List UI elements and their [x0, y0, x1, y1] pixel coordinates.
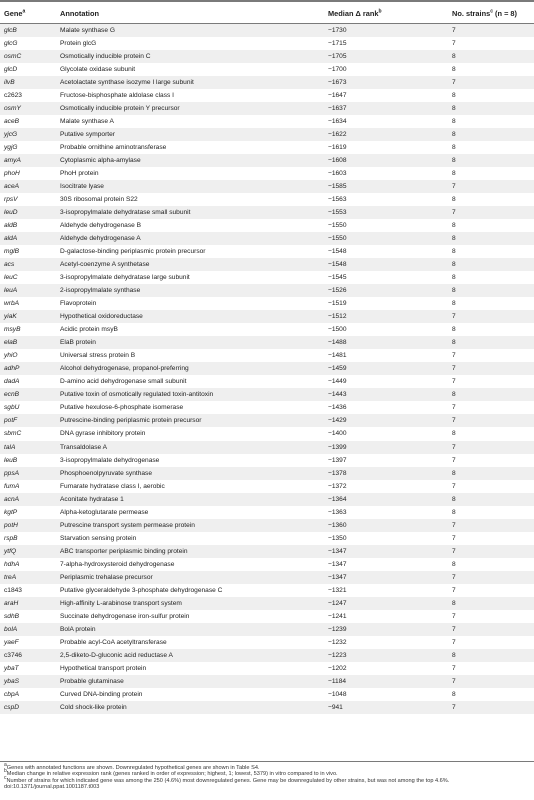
gene-cell: potH — [4, 521, 18, 529]
annotation-cell: Protein glcG — [60, 40, 97, 48]
annotation-cell: 3-isopropylmalate dehydratase small subunit — [60, 209, 191, 217]
annotation-cell: 3-isopropylmalate dehydrogenase — [60, 456, 160, 464]
num-strains-cell: 8 — [452, 105, 456, 113]
num-strains-cell: 7 — [452, 482, 456, 490]
table-row — [0, 610, 534, 623]
table-row — [0, 141, 534, 154]
annotation-cell: Phosphoenolpyruvate synthase — [60, 469, 153, 477]
annotation-cell: 30S ribosomal protein S22 — [60, 196, 138, 204]
num-strains-cell: 8 — [452, 560, 456, 568]
median-rank-cell: −1634 — [328, 118, 347, 126]
annotation-cell: ABC transporter periplasmic binding protein — [60, 547, 188, 555]
table-row — [0, 206, 534, 219]
gene-cell: sgbU — [4, 404, 20, 412]
median-rank-cell: −1603 — [328, 170, 347, 178]
annotation-cell: Malate synthase A — [60, 118, 114, 126]
median-rank-cell: −1364 — [328, 495, 347, 503]
table-row — [0, 167, 534, 180]
table-body — [0, 24, 534, 714]
table-row — [0, 89, 534, 102]
median-rank-cell: −1715 — [328, 40, 347, 48]
table-row — [0, 63, 534, 76]
annotation-cell: Isocitrate lyase — [60, 183, 104, 191]
gene-cell: cbpA — [4, 690, 20, 698]
median-rank-cell: −1608 — [328, 157, 347, 165]
annotation-cell: Putative symporter — [60, 131, 115, 139]
num-strains-cell: 7 — [452, 664, 456, 672]
median-rank-cell: −1637 — [328, 105, 347, 113]
annotation-cell: Periplasmic trehalase precursor — [60, 573, 153, 581]
num-strains-cell: 8 — [452, 118, 456, 126]
header-gene: Gene$^a$ — [4, 8, 26, 18]
num-strains-cell: 7 — [452, 586, 456, 594]
gene-cell: treA — [4, 573, 17, 581]
annotation-cell: Aconitate hydratase 1 — [60, 495, 124, 503]
table-row — [0, 388, 534, 401]
num-strains-cell: 8 — [452, 196, 456, 204]
table-footnotes — [4, 762, 530, 791]
table-row — [0, 297, 534, 310]
table-row — [0, 258, 534, 271]
num-strains-cell: 7 — [452, 703, 456, 711]
table-row — [0, 37, 534, 50]
annotation-cell: Transaldolase A — [60, 443, 108, 451]
num-strains-cell: 7 — [452, 521, 456, 529]
median-rank-cell: −1241 — [328, 612, 347, 620]
annotation-cell: 7-alpha-hydroxysteroid dehydrogenase — [60, 560, 175, 568]
gene-cell: glcD — [4, 66, 18, 74]
annotation-cell: Curved DNA-binding protein — [60, 690, 143, 698]
gene-cell: c1843 — [4, 586, 22, 594]
table-row — [0, 310, 534, 323]
gene-cell: c2623 — [4, 92, 22, 100]
median-rank-cell: −1488 — [328, 339, 347, 347]
num-strains-cell: 7 — [452, 638, 456, 646]
num-strains-cell: 8 — [452, 326, 456, 334]
gene-cell: bolA — [4, 625, 18, 633]
table-row — [0, 636, 534, 649]
median-rank-cell: −1321 — [328, 586, 347, 594]
gene-cell: cspD — [4, 703, 20, 711]
median-rank-cell: −1449 — [328, 378, 347, 386]
table-row — [0, 401, 534, 414]
annotation-cell: 2,5-diketo-D-gluconic acid reductase A — [60, 651, 173, 659]
gene-cell: acnA — [4, 495, 20, 503]
annotation-cell: BolA protein — [60, 625, 96, 633]
median-rank-cell: −1350 — [328, 534, 347, 542]
table-row — [0, 467, 534, 480]
table-row — [0, 414, 534, 427]
annotation-cell: Malate synthase G — [60, 27, 115, 34]
table-row — [0, 427, 534, 440]
num-strains-cell: 7 — [452, 404, 456, 412]
gene-cell: ygjG — [4, 144, 18, 152]
table-row — [0, 362, 534, 375]
table-row — [0, 102, 534, 115]
median-rank-cell: −1647 — [328, 92, 347, 100]
median-rank-cell: −1347 — [328, 560, 347, 568]
median-rank-cell: −1563 — [328, 196, 347, 204]
median-rank-cell: −1443 — [328, 391, 347, 399]
median-rank-cell: −1363 — [328, 508, 347, 516]
annotation-cell: D-amino acid dehydrogenase small subunit — [60, 378, 187, 386]
median-rank-cell: −1550 — [328, 222, 347, 230]
gene-cell: leuD — [4, 209, 18, 217]
doi-line: doi:10.1371/journal.ppat.1001187.t003 — [4, 784, 100, 791]
num-strains-cell: 7 — [452, 378, 456, 386]
annotation-cell: Putative glyceraldehyde 3-phosphate dehydrogenase C — [60, 586, 223, 594]
table-row — [0, 180, 534, 193]
table-row — [0, 506, 534, 519]
gene-cell: yhiO — [4, 352, 18, 360]
table-row — [0, 284, 534, 297]
num-strains-cell: 7 — [452, 313, 456, 321]
annotation-cell: ElaB protein — [60, 339, 96, 347]
num-strains-cell: 8 — [452, 157, 456, 165]
median-rank-cell: −1512 — [328, 313, 347, 321]
gene-cell: phoH — [4, 170, 20, 178]
num-strains-cell: 8 — [452, 339, 456, 347]
num-strains-cell: 8 — [452, 690, 456, 698]
gene-cell: acs — [4, 261, 15, 269]
table-row — [0, 50, 534, 63]
table-row — [0, 558, 534, 571]
annotation-cell: Hypothetical oxidoreductase — [60, 313, 143, 321]
median-rank-cell: −1550 — [328, 235, 347, 243]
gene-cell: ybaT — [4, 664, 19, 672]
num-strains-cell: 7 — [452, 79, 456, 87]
median-rank-cell: −1548 — [328, 261, 347, 269]
median-rank-cell: −1519 — [328, 300, 347, 308]
median-rank-cell: −1526 — [328, 287, 347, 295]
gene-cell: glcG — [4, 40, 18, 48]
annotation-cell: Putrescine-binding periplasmic protein precursor — [60, 417, 202, 425]
median-rank-cell: −1202 — [328, 664, 347, 672]
annotation-cell: Starvation sensing protein — [60, 534, 137, 542]
gene-cell: amyA — [4, 157, 21, 165]
median-rank-cell: −1705 — [328, 53, 347, 61]
num-strains-cell: 8 — [452, 430, 456, 438]
annotation-cell: PhoH protein — [60, 170, 99, 178]
median-rank-cell: −1378 — [328, 469, 347, 477]
table-row — [0, 232, 534, 245]
gene-cell: ilvB — [4, 79, 15, 87]
gene-cell: aceB — [4, 118, 20, 126]
table-row — [0, 76, 534, 89]
table-row — [0, 701, 534, 714]
table-row — [0, 688, 534, 701]
table-row — [0, 336, 534, 349]
table-row — [0, 219, 534, 232]
num-strains-cell: 8 — [452, 53, 456, 61]
annotation-cell: Probable acyl-CoA acetyltransferase — [60, 638, 167, 646]
num-strains-cell: 7 — [452, 677, 456, 685]
table-row — [0, 323, 534, 336]
annotation-cell: Putative toxin of osmotically regulated toxin-antitoxin — [60, 391, 214, 399]
median-rank-cell: −1673 — [328, 79, 347, 87]
num-strains-cell: 7 — [452, 27, 456, 34]
median-rank-cell: −1500 — [328, 326, 347, 334]
annotation-cell: Cold shock-like protein — [60, 703, 127, 711]
gene-cell: ytfQ — [4, 547, 17, 555]
num-strains-cell: 8 — [452, 469, 456, 477]
annotation-cell: Acetolactate synthase isozyme I large subunit — [60, 79, 194, 87]
median-rank-cell: −1239 — [328, 625, 347, 633]
gene-cell: araH — [4, 599, 19, 607]
annotation-cell: Universal stress protein B — [60, 352, 136, 360]
median-rank-cell: −1622 — [328, 131, 347, 139]
num-strains-cell: 7 — [452, 443, 456, 451]
table-row — [0, 649, 534, 662]
gene-cell: sbmC — [4, 430, 22, 438]
header-median-rank: Median Δ rank$^b$ — [328, 8, 382, 18]
annotation-cell: Cytoplasmic alpha-amylase — [60, 157, 141, 165]
num-strains-cell: 7 — [452, 365, 456, 373]
table-row — [0, 480, 534, 493]
num-strains-cell: 8 — [452, 300, 456, 308]
median-rank-cell: −1545 — [328, 274, 347, 282]
gene-cell: fumA — [4, 482, 20, 490]
gene-cell: hdhA — [4, 560, 20, 568]
gene-cell: aldA — [4, 235, 18, 243]
gene-cell: leuB — [4, 456, 18, 464]
annotation-cell: Acidic protein msyB — [60, 326, 118, 334]
num-strains-cell: 7 — [452, 417, 456, 425]
median-rank-cell: −1247 — [328, 599, 347, 607]
num-strains-cell: 8 — [452, 92, 456, 100]
gene-cell: elaB — [4, 339, 18, 347]
bottom-rule — [0, 761, 534, 762]
gene-cell: rspB — [4, 534, 18, 542]
annotation-cell: 3-isopropylmalate dehydratase large subunit — [60, 274, 190, 282]
num-strains-cell: 8 — [452, 274, 456, 282]
num-strains-cell: 8 — [452, 222, 456, 230]
median-rank-cell: −1619 — [328, 144, 347, 152]
table-header — [0, 2, 534, 23]
median-rank-cell: −1481 — [328, 352, 347, 360]
annotation-cell: Osmotically inducible protein C — [60, 53, 151, 61]
annotation-cell: D-galactose-binding periplasmic protein precursor — [60, 248, 206, 256]
gene-cell: yjcG — [4, 131, 18, 139]
median-rank-cell: −1553 — [328, 209, 347, 217]
gene-cell: wrbA — [4, 300, 20, 308]
median-rank-cell: −1347 — [328, 573, 347, 581]
num-strains-cell: 8 — [452, 651, 456, 659]
table-row — [0, 375, 534, 388]
num-strains-cell: 7 — [452, 612, 456, 620]
num-strains-cell: 8 — [452, 391, 456, 399]
annotation-cell: Glycolate oxidase subunit — [60, 66, 136, 74]
gene-cell: ybaS — [4, 677, 20, 685]
num-strains-cell: 8 — [452, 261, 456, 269]
gene-cell: c3746 — [4, 651, 22, 659]
gene-cell: aceA — [4, 183, 20, 191]
num-strains-cell: 8 — [452, 131, 456, 139]
median-rank-cell: −1223 — [328, 651, 347, 659]
num-strains-cell: 8 — [452, 144, 456, 152]
table-row — [0, 154, 534, 167]
gene-cell: potF — [4, 417, 18, 425]
gene-cell: glcB — [4, 27, 17, 34]
table-row — [0, 623, 534, 636]
table-row — [0, 597, 534, 610]
gene-cell: sdhB — [4, 612, 20, 620]
table-row — [0, 193, 534, 206]
header-annotation: Annotation — [60, 9, 99, 18]
median-rank-cell: −1585 — [328, 183, 347, 191]
annotation-cell: Acetyl-coenzyme A synthetase — [60, 261, 150, 269]
table-row — [0, 271, 534, 284]
gene-cell: ppsA — [4, 469, 20, 477]
num-strains-cell: 7 — [452, 183, 456, 191]
table-row — [0, 115, 534, 128]
median-rank-cell: −1048 — [328, 690, 347, 698]
num-strains-cell: 7 — [452, 456, 456, 464]
table-row — [0, 571, 534, 584]
gene-cell: msyB — [4, 326, 21, 334]
num-strains-cell: 7 — [452, 40, 456, 48]
median-rank-cell: −1429 — [328, 417, 347, 425]
num-strains-cell: 7 — [452, 625, 456, 633]
annotation-cell: Fructose-bisphosphate aldolase class I — [60, 92, 174, 100]
gene-cell: yiaK — [4, 313, 17, 321]
gene-cell: kgtP — [4, 508, 18, 516]
annotation-cell: Aldehyde dehydrogenase B — [60, 222, 142, 230]
annotation-cell: 2-isopropylmalate synthase — [60, 287, 141, 295]
table-row — [0, 128, 534, 141]
footnote-c: $^c$Number of strains for which indicated gene was among the 250 (4.6%) most downregulated genes. Gene may be downregulated by other strains, but was not among the top 4.6%. — [4, 774, 450, 784]
annotation-cell: Probable glutaminase — [60, 677, 124, 685]
gene-cell: dadA — [4, 378, 20, 386]
gene-cell: leuC — [4, 274, 18, 282]
median-rank-cell: −1399 — [328, 443, 347, 451]
table-row — [0, 454, 534, 467]
table-row — [0, 493, 534, 506]
num-strains-cell: 8 — [452, 495, 456, 503]
table-row — [0, 545, 534, 558]
table-row — [0, 24, 534, 37]
num-strains-cell: 8 — [452, 66, 456, 74]
gene-cell: osmY — [4, 105, 21, 113]
num-strains-cell: 8 — [452, 287, 456, 295]
annotation-cell: Flavoprotein — [60, 300, 97, 308]
table-row — [0, 584, 534, 597]
num-strains-cell: 7 — [452, 573, 456, 581]
median-rank-cell: −1347 — [328, 547, 347, 555]
median-rank-cell: −1397 — [328, 456, 347, 464]
num-strains-cell: 7 — [452, 534, 456, 542]
gene-cell: ecnB — [4, 391, 20, 399]
table-row — [0, 441, 534, 454]
gene-cell: rpsV — [4, 196, 18, 204]
annotation-cell: Alcohol dehydrogenase, propanol-preferring — [60, 365, 189, 373]
gene-cell: leuA — [4, 287, 18, 295]
median-rank-cell: −1700 — [328, 66, 347, 74]
median-rank-cell: −1232 — [328, 638, 347, 646]
num-strains-cell: 7 — [452, 352, 456, 360]
median-rank-cell: −1400 — [328, 430, 347, 438]
annotation-cell: Alpha-ketoglutarate permease — [60, 508, 149, 516]
annotation-cell: Probable ornithine aminotransferase — [60, 144, 167, 152]
footnote-a: $^a$Genes with annotated functions are shown. Downregulated hypothetical genes are shown in Table S4. — [4, 762, 260, 771]
gene-cell: talA — [4, 443, 16, 451]
median-rank-cell: −1730 — [328, 27, 347, 34]
annotation-cell: Putrescine transport system permease protein — [60, 521, 195, 529]
annotation-cell: High-affinity L-arabinose transport system — [60, 599, 182, 607]
num-strains-cell: 7 — [452, 547, 456, 555]
median-rank-cell: −1459 — [328, 365, 347, 373]
num-strains-cell: 8 — [452, 170, 456, 178]
table-row — [0, 519, 534, 532]
gene-cell: mglB — [4, 248, 20, 256]
gene-cell: osmC — [4, 53, 22, 61]
annotation-cell: Hypothetical transport protein — [60, 664, 147, 672]
annotation-cell: Osmotically inducible protein Y precursor — [60, 105, 180, 113]
num-strains-cell: 8 — [452, 235, 456, 243]
table-row — [0, 245, 534, 258]
median-rank-cell: −941 — [328, 703, 343, 711]
table-row — [0, 532, 534, 545]
gene-cell: adhP — [4, 365, 20, 373]
median-rank-cell: −1184 — [328, 677, 347, 685]
median-rank-cell: −1360 — [328, 521, 347, 529]
annotation-cell: DNA gyrase inhibitory protein — [60, 430, 146, 438]
num-strains-cell: 8 — [452, 599, 456, 607]
median-rank-cell: −1548 — [328, 248, 347, 256]
annotation-cell: Fumarate hydratase class I, aerobic — [60, 482, 165, 490]
footnote-b: $^b$Median change in relative expression rank (genes ranked in order of expression; highest, 1; lowest, 5379) in vitro compared to in vivo. — [4, 768, 338, 778]
median-rank-cell: −1372 — [328, 482, 347, 490]
gene-cell: yaeF — [4, 638, 19, 646]
num-strains-cell: 8 — [452, 248, 456, 256]
annotation-cell: Aldehyde dehydrogenase A — [60, 235, 141, 243]
table-row — [0, 662, 534, 675]
table-row — [0, 675, 534, 688]
header-num-strains: No. strains$^c$ (n = 8) — [452, 8, 518, 18]
annotation-cell: Putative hexulose-6-phosphate isomerase — [60, 404, 184, 412]
gene-cell: aldB — [4, 222, 18, 230]
num-strains-cell: 8 — [452, 508, 456, 516]
median-rank-cell: −1436 — [328, 404, 347, 412]
annotation-cell: Succinate dehydrogenase iron-sulfur protein — [60, 612, 190, 620]
table-row — [0, 349, 534, 362]
num-strains-cell: 7 — [452, 209, 456, 217]
